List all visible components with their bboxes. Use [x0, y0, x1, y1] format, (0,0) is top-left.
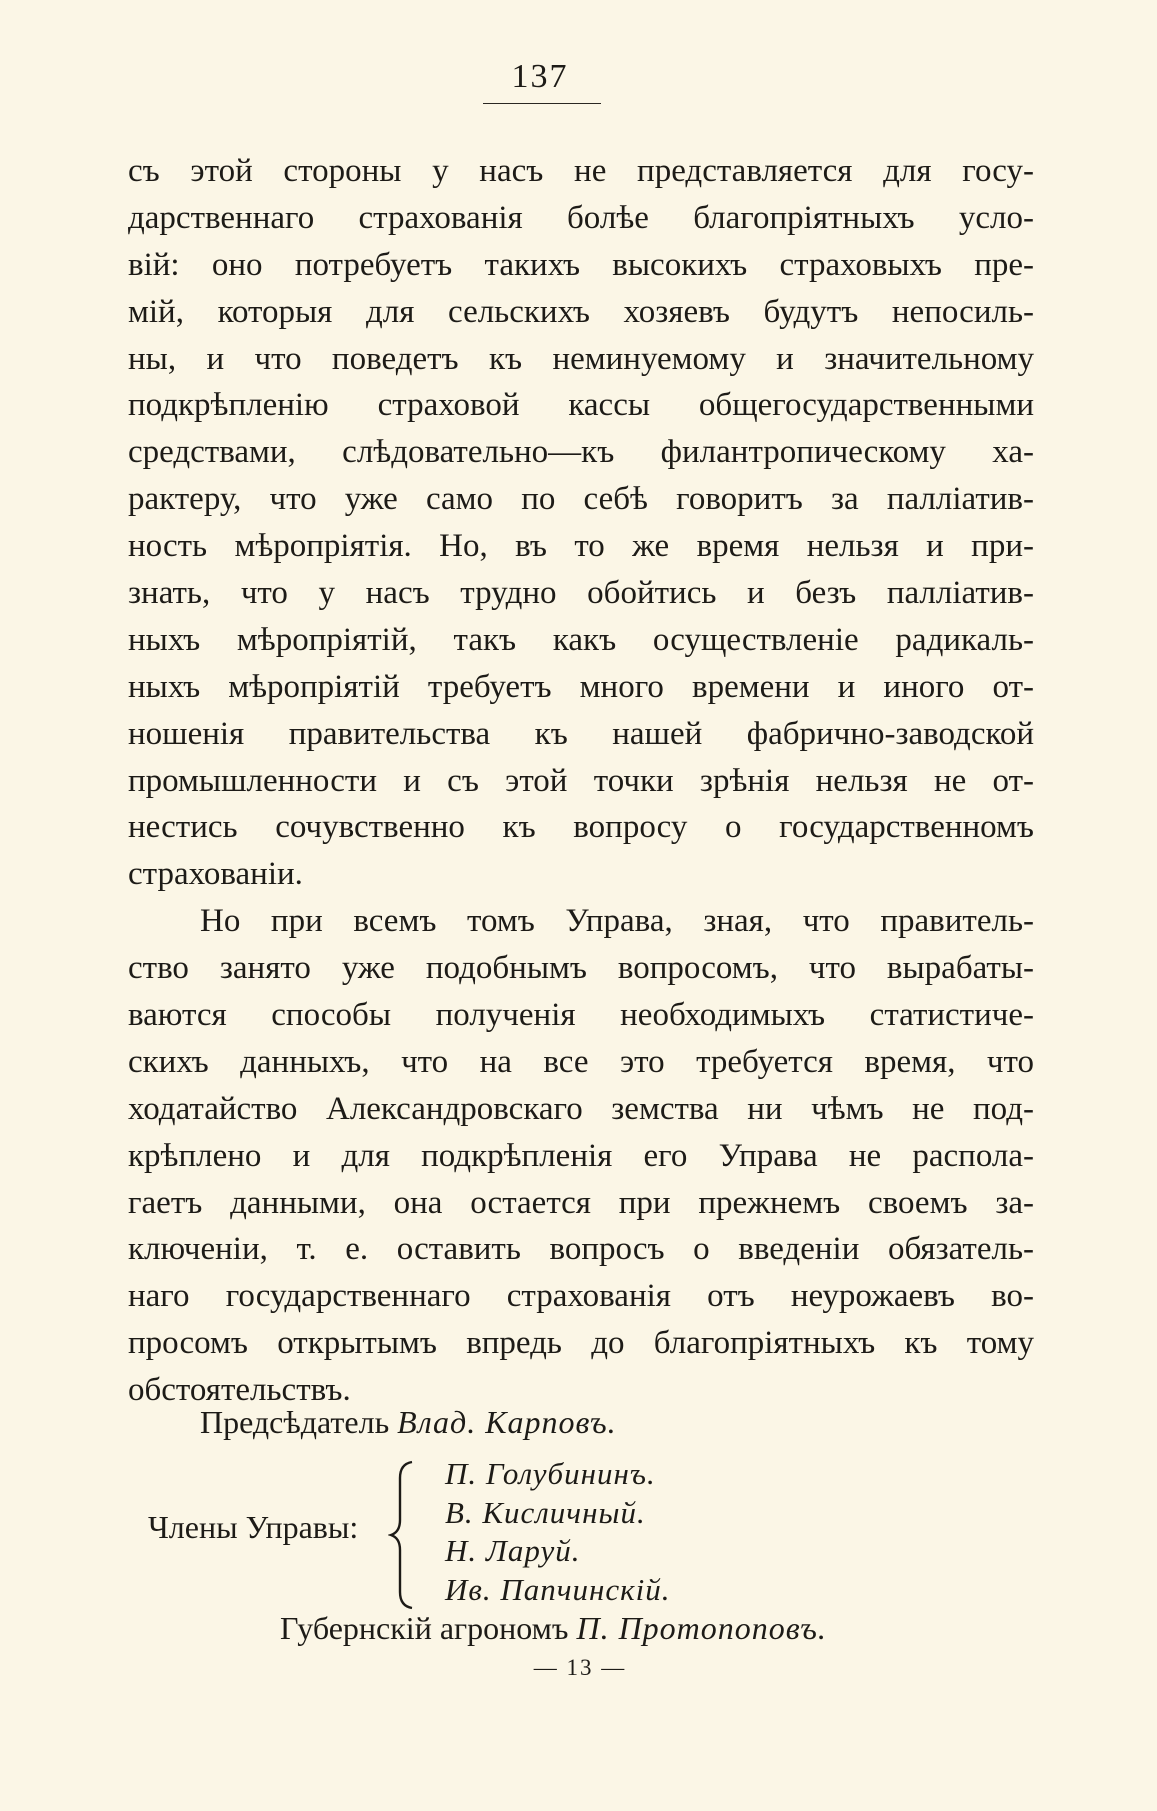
chair-title: Предсѣдатель: [200, 1404, 390, 1440]
member-name: Ив. Папчинскій.: [445, 1571, 671, 1607]
text-line: ныхъ мѣропріятій требуетъ много времени и иного от-: [128, 668, 1034, 705]
text-line: страхованіи.: [128, 856, 303, 893]
agronomist-name: П. Протопоповъ.: [576, 1610, 827, 1646]
text-line: промышленности и съ этой точки зрѣнія нельзя не от-: [128, 762, 1034, 799]
body-text: [128, 148, 1034, 1414]
text-line: съ этой стороны у насъ не представляется для госу-: [128, 153, 1034, 189]
text-line: мій, которыя для сельскихъ хозяевъ будутъ непосиль-: [128, 293, 1034, 330]
text-line: вій: оно потребуетъ такихъ высокихъ страховыхъ пре-: [128, 246, 1034, 283]
page-number-rule: [483, 103, 601, 104]
agronomist-title: Губернскій агрономъ: [280, 1610, 569, 1646]
text-line: дарственнаго страхованія болѣе благопріятныхъ усло-: [128, 199, 1034, 236]
text-line: средствами, слѣдовательно—къ филантропическому ха-: [128, 434, 1034, 471]
members-label: Члены Управы:: [148, 1509, 359, 1545]
member-name: В. Кисличный.: [445, 1494, 646, 1530]
chair-signature-line: [200, 1404, 617, 1441]
text-line: рактеру, что уже само по себѣ говоритъ за палліатив-: [128, 481, 1034, 518]
text-line: ношенія правительства къ нашей фабрично-заводской: [128, 715, 1034, 752]
printer-signature-mark: — 13 —: [533, 1655, 627, 1680]
text-line: ство занято уже подобнымъ вопросомъ, что вырабаты-: [128, 950, 1034, 987]
text-line: ны, и что поведетъ къ неминуемому и значительному: [128, 340, 1034, 377]
text-line: знать, что у насъ трудно обойтись и безъ палліатив-: [128, 575, 1034, 612]
text-line: скихъ данныхъ, что на все это требуется время, что: [128, 1043, 1034, 1080]
text-line: просомъ открытымъ впредь до благопріятныхъ къ тому: [128, 1325, 1034, 1362]
chair-name: Влад. Карповъ.: [397, 1404, 617, 1440]
members-list: [445, 1455, 671, 1609]
member-name: Н. Ларуй.: [445, 1533, 581, 1568]
text-line: ходатайство Александровскаго земства ни чѣмъ не под-: [128, 1090, 1034, 1127]
text-line: ныхъ мѣропріятій, такъ какъ осуществленіе радикаль-: [128, 621, 1034, 658]
text-line: подкрѣпленію страховой кассы общегосударственными: [128, 387, 1034, 424]
agronomist-signature-line: [280, 1610, 827, 1647]
text-line: обстоятельствъ.: [128, 1372, 351, 1409]
text-line: нестись сочувственно къ вопросу о государственномъ: [128, 809, 1034, 846]
member-name: П. Голубининъ.: [445, 1456, 656, 1491]
text-line: ваются способы полученія необходимыхъ статистиче-: [128, 997, 1034, 1034]
text-line: крѣплено и для подкрѣпленія его Управа не распола-: [128, 1137, 1034, 1174]
text-line: ключеніи, т. е. оставить вопросъ о введеніи обязатель-: [128, 1231, 1034, 1268]
left-brace-icon: [388, 1460, 418, 1610]
text-line: гаетъ данными, она остается при прежнемъ своемъ за-: [128, 1184, 1034, 1221]
text-line: ность мѣропріятія. Но, въ то же время нельзя и при-: [128, 528, 1034, 565]
text-line: наго государственнаго страхованія отъ неурожаевъ во-: [128, 1278, 1034, 1315]
page-number: 137: [511, 58, 569, 95]
text-line: Но при всемъ томъ Управа, зная, что правитель-: [200, 903, 1034, 940]
